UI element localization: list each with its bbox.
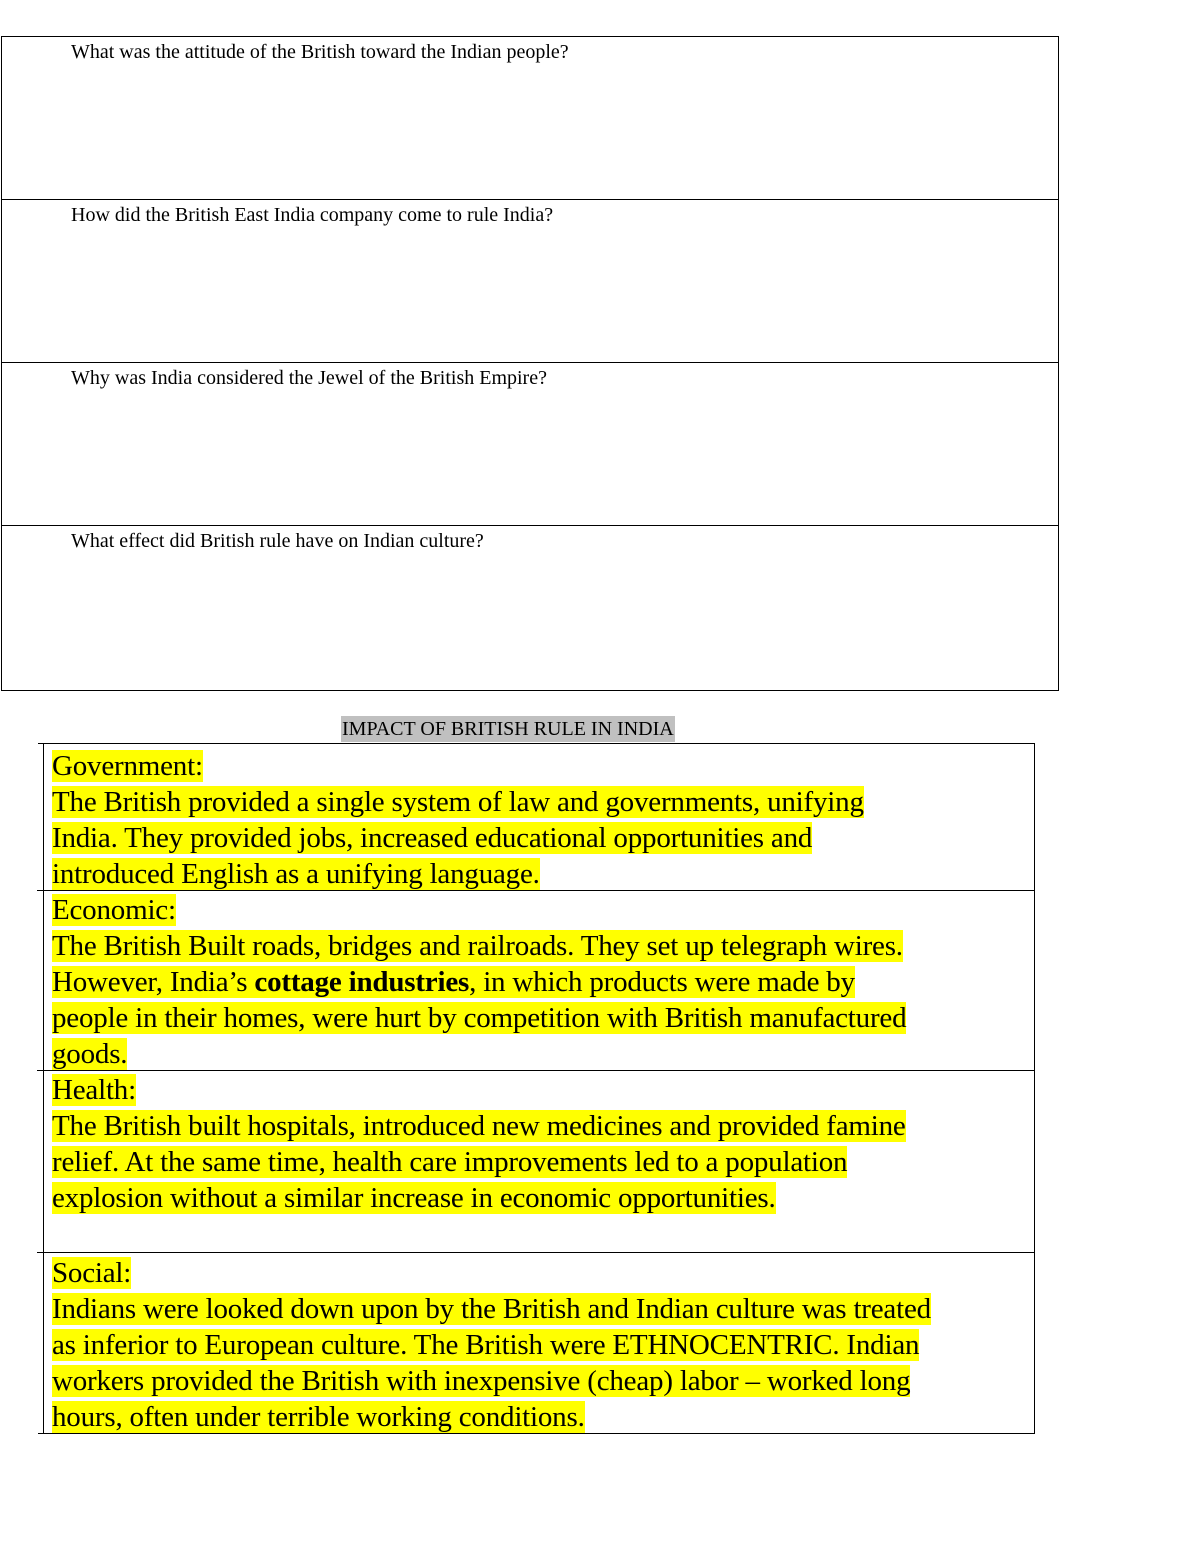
text-line: relief. At the same time, health care improvements led to a population [52,1146,848,1178]
text-line: goods. [52,1038,128,1070]
text-line: The British built hospitals, introduced new medicines and provided famine [52,1110,906,1142]
impact-heading-social: Social: [52,1257,132,1289]
text-line: The British provided a single system of law and governments, unifying [52,786,864,818]
text-line: people in their homes, were hurt by competition with British manufactured [52,1002,907,1034]
text-line: India. They provided jobs, increased educational opportunities and [52,822,813,854]
text-line: Indians were looked down upon by the British and Indian culture was treated [52,1293,931,1325]
text-line: However, India’s [52,966,255,998]
text-line: explosion without a similar increase in economic opportunities. [52,1182,776,1214]
impact-table [43,743,1035,1434]
question-row [2,37,1058,200]
impact-text-government [52,748,1027,892]
impact-text-health [52,1072,1027,1216]
question-row [2,526,1058,690]
cottage-industries-term: cottage industries [254,966,470,998]
bold-term [254,966,469,998]
question-row [2,200,1058,363]
impact-row-government [43,744,1034,891]
impact-row-health [43,1071,1034,1253]
text-line: , in which products were made by [469,966,855,998]
text-line: introduced [52,858,175,890]
impact-row-social [43,1253,1034,1433]
impact-heading-economic: Economic: [52,894,176,926]
question-text: Why was India considered the Jewel of the British Empire? [71,367,547,389]
questions-table [1,36,1059,691]
question-text: How did the British East India company come to rule India? [71,204,554,226]
text-line: workers provided the British with inexpensive (cheap) labor – worked long [52,1365,911,1397]
question-row [2,363,1058,526]
impact-row-economic [43,891,1034,1071]
text-line: English as a unifying language. [174,858,540,890]
question-text: What effect did British rule have on Indian culture? [71,530,484,552]
text-line: hours, often under terrible working conditions. [52,1401,585,1433]
impact-text-economic [52,892,1027,1072]
question-text: What was the attitude of the British toward the Indian people? [71,41,569,63]
impact-heading-government: Government: [52,750,203,782]
text-line: The British Built roads, bridges and railroads. They set up telegraph wires. [52,930,903,962]
impact-heading-health: Health: [52,1074,136,1106]
text-line: as inferior to European culture. The British were ETHNOCENTRIC. Indian [52,1329,920,1361]
impact-title: IMPACT OF BRITISH RULE IN INDIA [342,718,674,740]
impact-text-social [52,1255,1027,1435]
